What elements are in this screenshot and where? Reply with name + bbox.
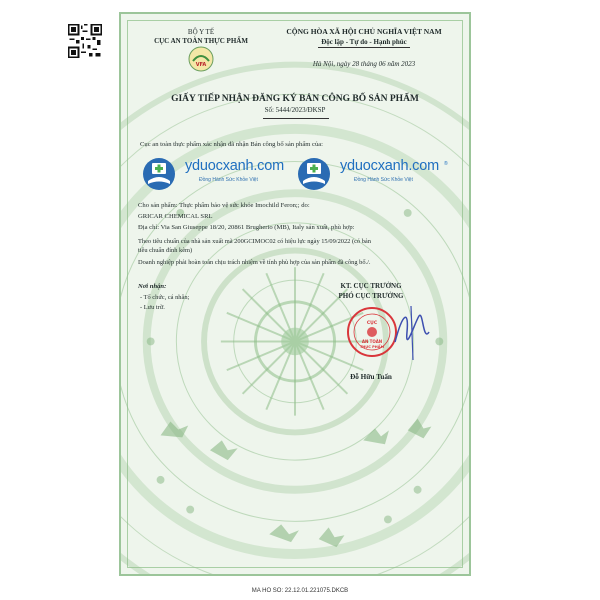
recipient-item: - Lưu trữ. xyxy=(140,304,165,311)
signature-on-behalf: KT. CỤC TRƯỞNG xyxy=(340,282,402,290)
country-name: CỘNG HÒA XÃ HỘI CHỦ NGHĨA VIỆT NAM xyxy=(286,27,442,36)
responsibility-text: Doanh nghiệp phải hoàn toàn chịu trách nhiệm về tính phù hợp của sản phẩm đã công bố./. xyxy=(138,259,371,266)
number-underline xyxy=(263,118,329,119)
brand-name: yduocxanh.com xyxy=(340,158,439,174)
handwritten-signature xyxy=(389,302,435,364)
recipients-heading: Nơi nhận: xyxy=(138,283,167,290)
signer-name: Đỗ Hữu Tuấn xyxy=(350,373,392,381)
national-motto: Độc lập - Tự do - Hạnh phúc xyxy=(321,38,407,46)
document-title: GIẤY TIẾP NHẬN ĐĂNG KÝ BẢN CÔNG BỐ SẢN PHẨM xyxy=(171,94,419,104)
medical-cross-icon xyxy=(141,157,181,191)
intro-text: Cục an toàn thực phẩm xác nhận đã nhận Bản công bố sản phẩm của: xyxy=(140,141,324,148)
watermark-logo-left xyxy=(141,157,293,191)
svg-text:THỰC PHẨM: THỰC PHẨM xyxy=(359,345,385,349)
motto-underline xyxy=(318,47,410,48)
brand-name: yduocxanh.com xyxy=(185,158,284,174)
company-address: Địa chỉ: Via San Giuseppe 18/20, 20861 Brugherio (MB), Italy sản xuất, phù hợp: xyxy=(138,224,355,231)
certificate-content xyxy=(121,14,469,574)
svg-text:CỤC: CỤC xyxy=(366,321,378,326)
certificate-page xyxy=(119,12,471,576)
medical-cross-icon xyxy=(296,157,336,191)
record-code-footer: MA HO SO: 22.12.01.221075.DKCB xyxy=(251,588,349,594)
brand-tagline: Đồng Hành Sức Khỏe Việt xyxy=(354,177,413,183)
recipient-item: - Tổ chức, cá nhân; xyxy=(140,294,190,301)
watermark-logo-right xyxy=(296,157,448,191)
registered-mark: ® xyxy=(444,161,448,167)
qr-code xyxy=(68,24,102,58)
brand-tagline: Đồng Hành Sức Khỏe Việt xyxy=(199,177,258,183)
company-name: GRICAR CHEMICAL SRL xyxy=(138,213,213,220)
issue-date: Hà Nội, ngày 28 tháng 06 năm 2023 xyxy=(312,60,416,68)
ministry-name: BỘ Y TẾ xyxy=(187,28,215,36)
standard-line-1: Theo tiêu chuẩn của nhà sản xuất mã 200GCIMOC02 có hiệu lực ngày 15/09/2022 (có bản xyxy=(138,238,371,245)
svg-text:AN TOÀN: AN TOÀN xyxy=(361,339,383,344)
signature-role: PHÓ CỤC TRƯỞNG xyxy=(338,292,404,300)
vfa-logo xyxy=(188,46,214,72)
agency-name: CỤC AN TOÀN THỰC PHẨM xyxy=(154,37,248,45)
product-line: Cho sản phẩm: Thực phẩm bảo vệ sức khỏe Imochild Feron;; do: xyxy=(138,202,310,209)
svg-text:VFA: VFA xyxy=(195,62,207,68)
document-number: Số: 5444/2023/ĐKSP xyxy=(264,106,326,114)
standard-line-2: tiêu chuẩn đính kèm) xyxy=(138,247,193,254)
